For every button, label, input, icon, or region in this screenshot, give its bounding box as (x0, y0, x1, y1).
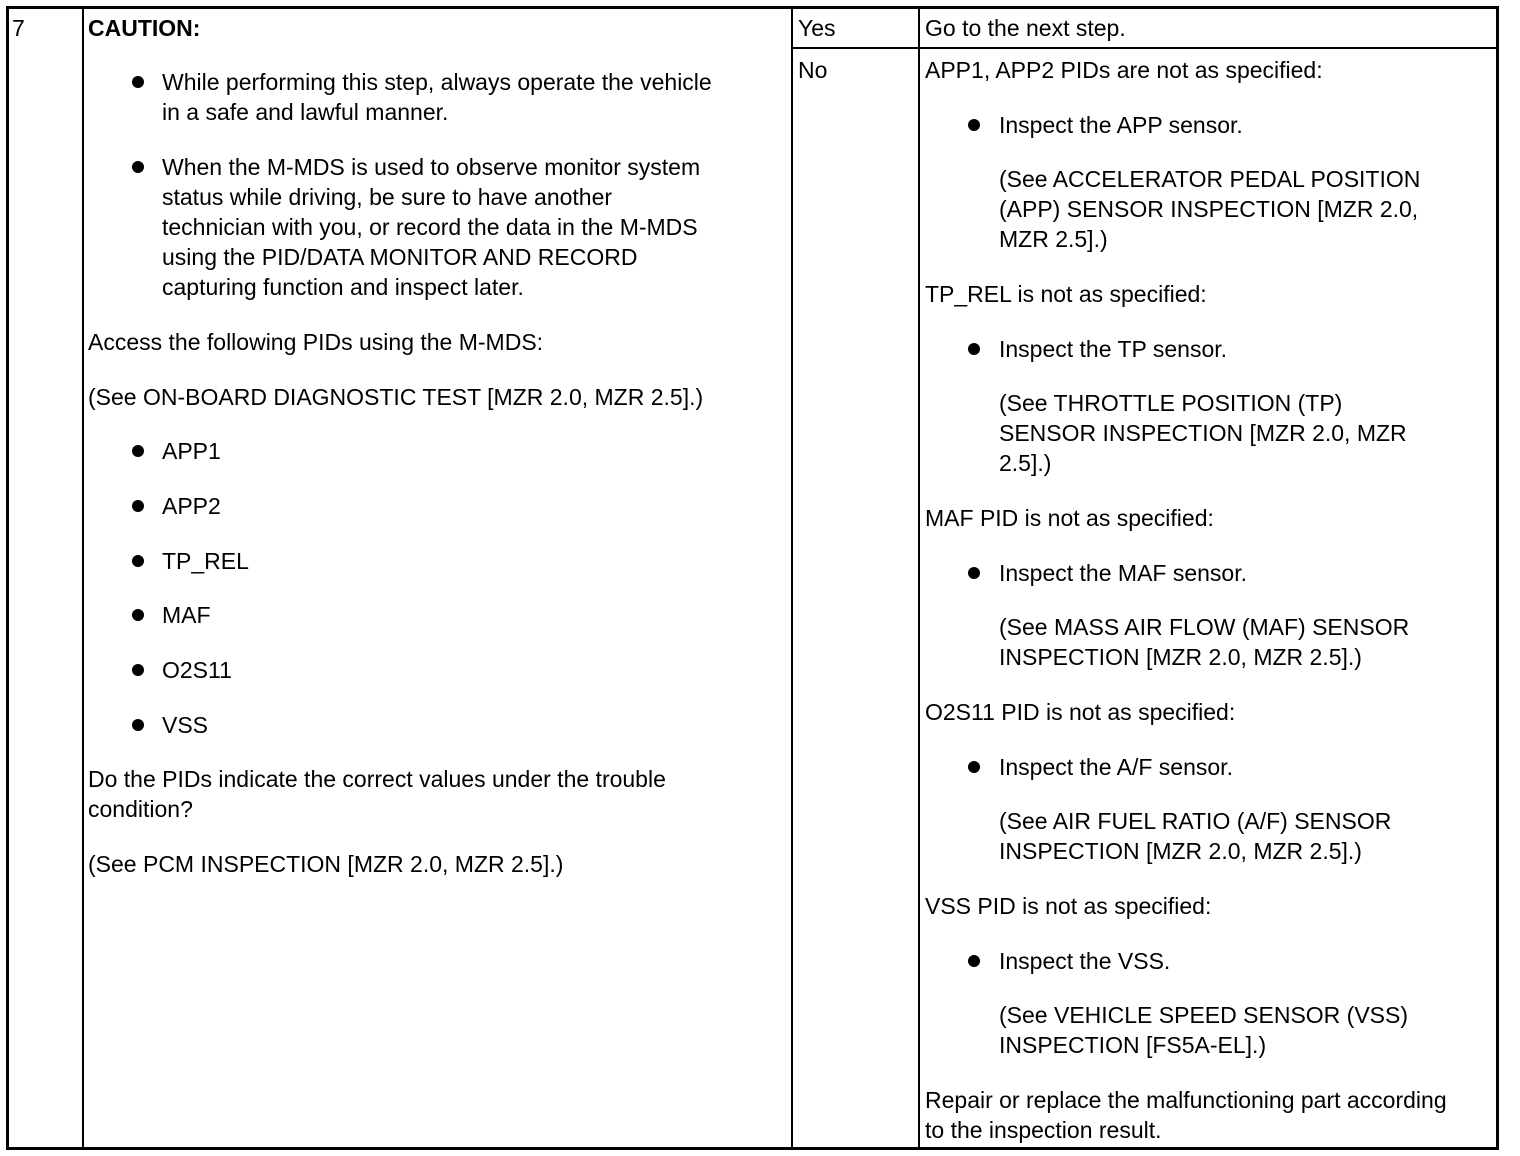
bullet-icon (132, 76, 144, 88)
tp-reference-line: (See THROTTLE POSITION (TP) (999, 390, 1343, 416)
question-line: Do the PIDs indicate the correct values under the trouble (88, 766, 666, 792)
maf-reference-line: (See MASS AIR FLOW (MAF) SENSOR (999, 614, 1410, 640)
pid-item: TP_REL (162, 548, 249, 574)
bullet-icon (968, 761, 980, 773)
access-text: Access the following PIDs using the M-MDS: (88, 329, 544, 355)
o2s-inspect: Inspect the A/F sensor. (999, 754, 1233, 780)
pid-item: VSS (162, 712, 209, 738)
bullet-icon (132, 555, 144, 567)
caution-item-line: capturing function and inspect later. (162, 274, 524, 300)
vss-inspect: Inspect the VSS. (999, 948, 1171, 974)
vss-reference-line: (See VEHICLE SPEED SENSOR (VSS) (999, 1002, 1409, 1028)
column-divider (82, 9, 84, 1147)
yes-label: Yes (798, 15, 836, 41)
bullet-icon (968, 955, 980, 967)
vss-condition: VSS PID is not as specified: (925, 893, 1212, 919)
maf-inspect: Inspect the MAF sensor. (999, 560, 1248, 586)
app-inspect: Inspect the APP sensor. (999, 112, 1243, 138)
bullet-icon (968, 119, 980, 131)
question-line: condition? (88, 796, 193, 822)
yes-action: Go to the next step. (925, 15, 1126, 41)
caution-item-line: status while driving, be sure to have another (162, 184, 613, 210)
o2s-reference-line: (See AIR FUEL RATIO (A/F) SENSOR (999, 808, 1392, 834)
repair-instruction-line: Repair or replace the malfunctioning part according (925, 1087, 1447, 1113)
tp-condition: TP_REL is not as specified: (925, 281, 1207, 307)
column-divider (791, 9, 793, 1147)
app-condition: APP1, APP2 PIDs are not as specified: (925, 57, 1323, 83)
pid-item: APP2 (162, 493, 221, 519)
caution-heading: CAUTION: (88, 15, 201, 41)
vss-reference-line: INSPECTION [FS5A-EL].) (999, 1032, 1267, 1058)
bullet-icon (968, 343, 980, 355)
bullet-icon (132, 664, 144, 676)
app-reference-line: (APP) SENSOR INSPECTION [MZR 2.0, (999, 196, 1419, 222)
bullet-icon (968, 567, 980, 579)
caution-item-line: While performing this step, always operate the vehicle (162, 69, 712, 95)
step-number: 7 (12, 15, 25, 41)
bullet-icon (132, 445, 144, 457)
repair-instruction-line: to the inspection result. (925, 1117, 1162, 1143)
bullet-icon (132, 161, 144, 173)
bullet-icon (132, 609, 144, 621)
tp-reference-line: 2.5].) (999, 450, 1052, 476)
pid-item: O2S11 (162, 657, 232, 683)
tp-inspect: Inspect the TP sensor. (999, 336, 1228, 362)
row-divider (793, 47, 1496, 49)
see-pcm-reference: (See PCM INSPECTION [MZR 2.0, MZR 2.5].) (88, 851, 564, 877)
column-divider (918, 9, 920, 1147)
pid-item: MAF (162, 602, 211, 628)
pid-item: APP1 (162, 438, 221, 464)
maf-condition: MAF PID is not as specified: (925, 505, 1214, 531)
o2s-condition: O2S11 PID is not as specified: (925, 699, 1236, 725)
caution-item-line: in a safe and lawful manner. (162, 99, 449, 125)
caution-item-line: When the M-MDS is used to observe monitor system (162, 154, 701, 180)
bullet-icon (132, 500, 144, 512)
see-obd-reference: (See ON-BOARD DIAGNOSTIC TEST [MZR 2.0, MZR 2.5].) (88, 384, 704, 410)
o2s-reference-line: INSPECTION [MZR 2.0, MZR 2.5].) (999, 838, 1362, 864)
no-label: No (798, 57, 828, 83)
app-reference-line: (See ACCELERATOR PEDAL POSITION (999, 166, 1421, 192)
caution-item-line: using the PID/DATA MONITOR AND RECORD (162, 244, 638, 270)
bullet-icon (132, 719, 144, 731)
tp-reference-line: SENSOR INSPECTION [MZR 2.0, MZR (999, 420, 1407, 446)
caution-item-line: technician with you, or record the data in the M-MDS (162, 214, 698, 240)
maf-reference-line: INSPECTION [MZR 2.0, MZR 2.5].) (999, 644, 1362, 670)
app-reference-line: MZR 2.5].) (999, 226, 1108, 252)
